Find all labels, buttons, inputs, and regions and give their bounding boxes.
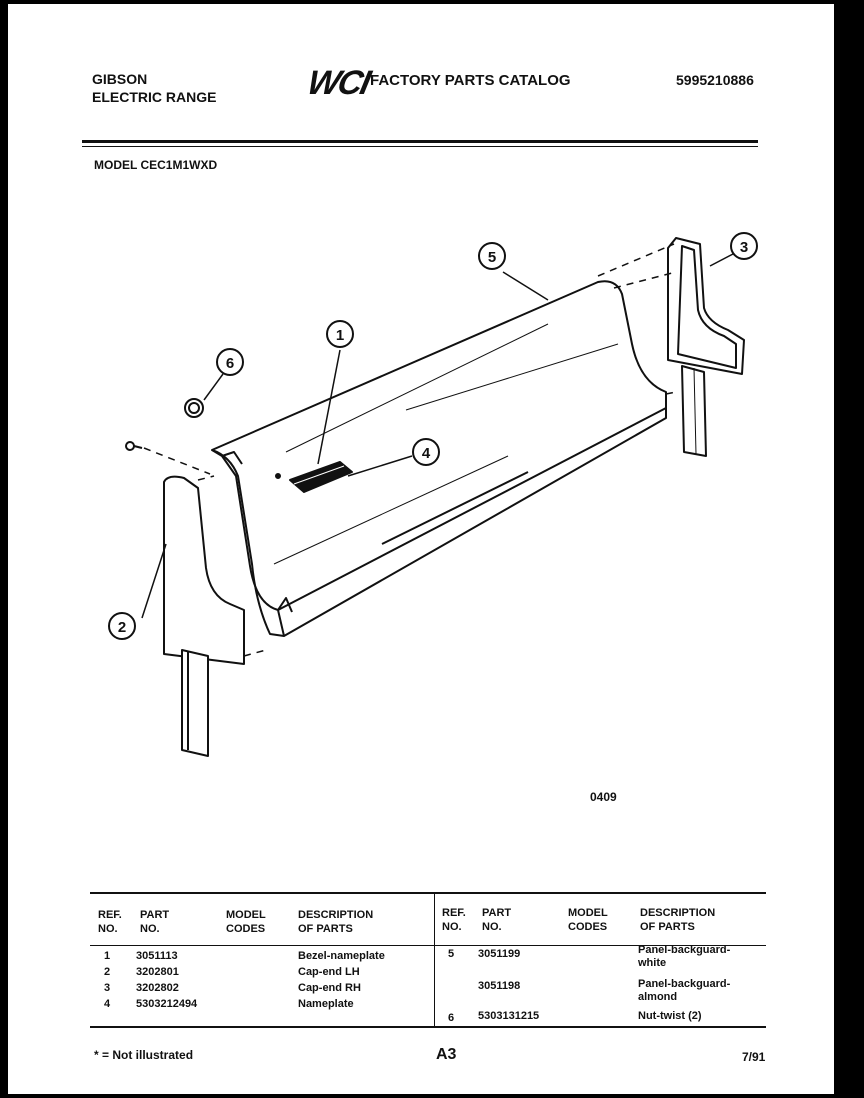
table-rule-bottom xyxy=(90,1026,766,1028)
balloon-6-label: 6 xyxy=(225,355,235,372)
screw xyxy=(126,442,142,450)
balloon-4-label: 4 xyxy=(421,445,431,462)
model-number: MODEL CEC1M1WXD xyxy=(94,158,218,172)
exploded-parts-diagram xyxy=(8,4,834,884)
leader-lines xyxy=(142,254,733,618)
page-number: A3 xyxy=(436,1046,457,1063)
row-desc: Panel-backguard- almond xyxy=(638,978,731,1003)
revision-date: 7/91 xyxy=(742,1050,766,1064)
col-header-ref-right: REF. NO. xyxy=(442,907,466,933)
table-divider xyxy=(434,894,435,1026)
twist-nut xyxy=(185,399,203,417)
row-desc: Cap-end LH xyxy=(298,966,360,978)
table-rule-top xyxy=(90,892,766,894)
catalog-page xyxy=(8,4,834,1094)
balloon-3 xyxy=(731,233,757,259)
balloon-4 xyxy=(413,439,439,465)
bezel-nameplate xyxy=(276,462,352,492)
col-header-desc: DESCRIPTION OF PARTS xyxy=(298,909,374,935)
balloon-6 xyxy=(217,349,243,375)
balloon-2-label: 2 xyxy=(117,619,127,636)
row-desc: Cap-end RH xyxy=(298,982,361,994)
end-cap-left xyxy=(164,477,244,756)
catalog-title: FACTORY PARTS CATALOG xyxy=(370,72,571,89)
row-part: 5303212494 xyxy=(136,998,198,1010)
balloon-1-label: 1 xyxy=(335,327,345,344)
row-ref: 6 xyxy=(448,1012,455,1024)
row-part: 3051198 xyxy=(478,980,521,992)
balloon-1 xyxy=(327,321,353,347)
end-cap-right xyxy=(668,238,744,456)
row-part: 3051199 xyxy=(478,948,521,960)
figure-code: 0409 xyxy=(590,790,617,804)
catalog-number: 5995210886 xyxy=(676,72,754,88)
row-part: 3051113 xyxy=(136,950,178,962)
row-desc: Bezel-nameplate xyxy=(298,950,385,962)
col-header-model: MODEL CODES xyxy=(226,909,266,935)
backguard-panel xyxy=(212,281,666,636)
wci-logo: WCI xyxy=(304,64,373,102)
row-ref: 3 xyxy=(104,982,111,994)
row-ref: 1 xyxy=(104,950,111,962)
row-desc: Panel-backguard- white xyxy=(638,944,731,969)
row-desc: Nameplate xyxy=(298,998,354,1010)
row-part: 3202801 xyxy=(136,966,179,978)
brand-name: GIBSON xyxy=(92,71,148,87)
col-header-part: PART NO. xyxy=(140,909,170,935)
col-header-ref: REF. NO. xyxy=(98,909,122,935)
balloon-5 xyxy=(479,243,505,269)
balloon-3-label: 3 xyxy=(739,239,749,256)
row-ref: 5 xyxy=(448,948,455,960)
balloon-2 xyxy=(109,613,135,639)
row-part: 3202802 xyxy=(136,982,179,994)
explode-lines xyxy=(144,244,676,656)
row-ref: 4 xyxy=(104,998,111,1010)
row-part: 5303131215 xyxy=(478,1010,540,1022)
not-illustrated-note: * = Not illustrated xyxy=(94,1048,194,1062)
row-desc: Nut-twist (2) xyxy=(638,1010,702,1022)
balloon-5-label: 5 xyxy=(487,249,497,266)
col-header-part-right: PART NO. xyxy=(482,907,512,933)
col-header-desc-right: DESCRIPTION OF PARTS xyxy=(640,907,716,933)
product-type: ELECTRIC RANGE xyxy=(92,89,217,105)
row-ref: 2 xyxy=(104,966,111,978)
col-header-model-right: MODEL CODES xyxy=(568,907,608,933)
